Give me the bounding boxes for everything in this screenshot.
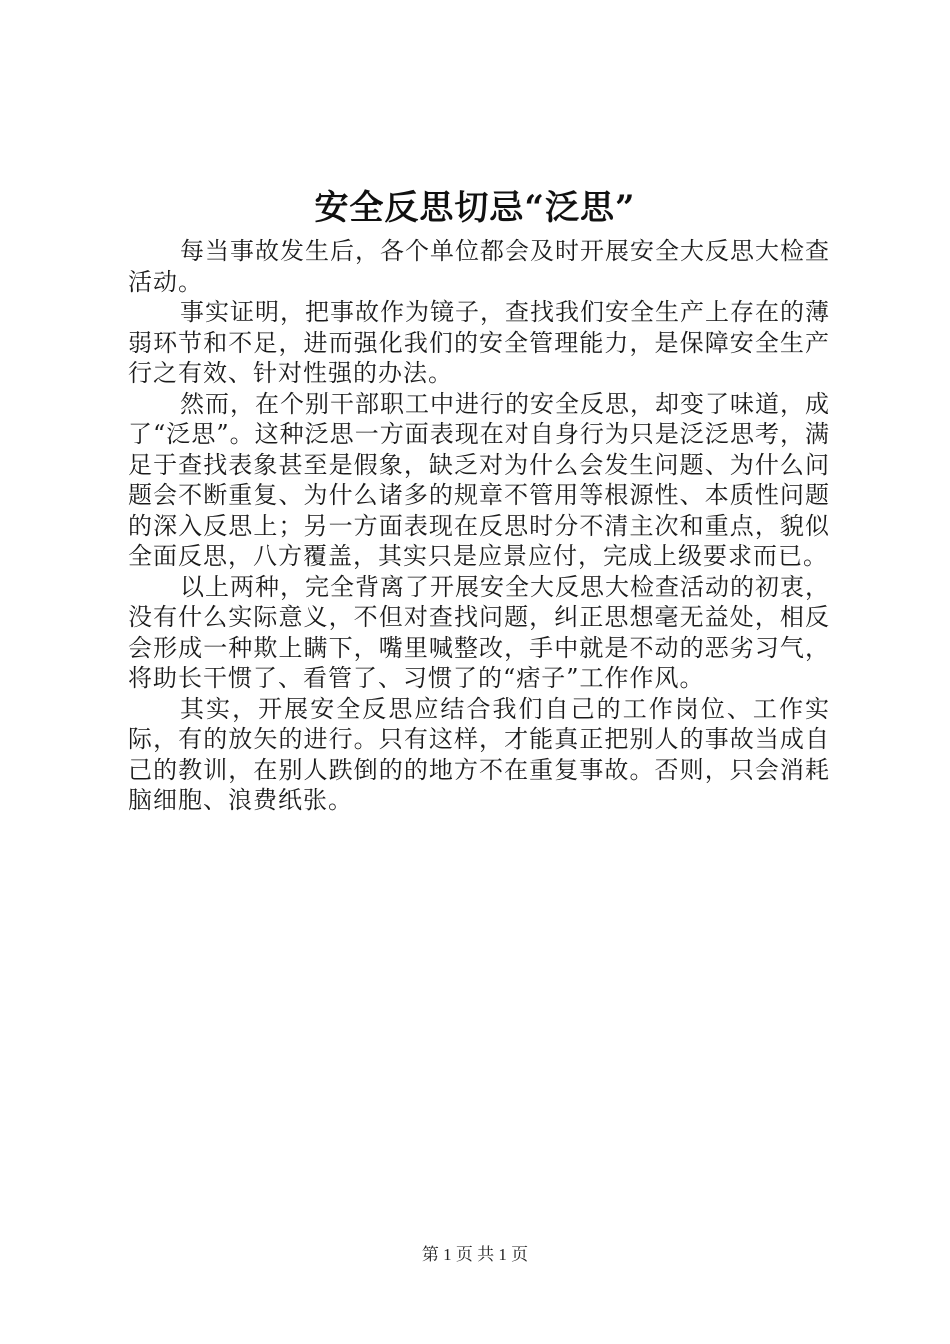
paragraph-3: 然而，在个别干部职工中进行的安全反思，却变了味道，成了“泛思”。这种泛思一方面表现在对自身行为只是泛泛思考，满足于查找表象甚至是假象，缺乏对为什么会发生问题、为什么问题会不断重复、为什么诸多的规章不管用等根源性、本质性问题的深入反思上；另一方面表现在反思时分不清主次和重点，貌似全面反思，八方覆盖，其实只是应景应付，完成上级要求而已。: [128, 389, 830, 570]
paragraph-4: 以上两种，完全背离了开展安全大反思大检查活动的初衷，没有什么实际意义，不但对查找问题，纠正思想毫无益处，相反会形成一种欺上瞒下，嘴里喊整改，手中就是不动的恶劣习气，将助长干惯了、看管了、习惯了的“痞子”工作作风。: [128, 572, 830, 692]
paragraph-2: 事实证明，把事故作为镜子，查找我们安全生产上存在的薄弱环节和不足，进而强化我们的安全管理能力，是保障安全生产行之有效、针对性强的办法。: [128, 298, 830, 387]
paragraph-1: 每当事故发生后，各个单位都会及时开展安全大反思大检查活动。: [128, 237, 830, 296]
document-body: [128, 236, 830, 816]
paragraph-5: 其实，开展安全反思应结合我们自己的工作岗位、工作实际，有的放矢的进行。只有这样，才能真正把别人的事故当成自己的教训，在别人跌倒的的地方不在重复事故。否则，只会消耗脑细胞、浪费纸张。: [128, 694, 830, 814]
document-title: 安全反思切忌“泛思”: [314, 188, 636, 228]
page-footer: 第 1 页 共 1 页: [421, 1245, 529, 1264]
